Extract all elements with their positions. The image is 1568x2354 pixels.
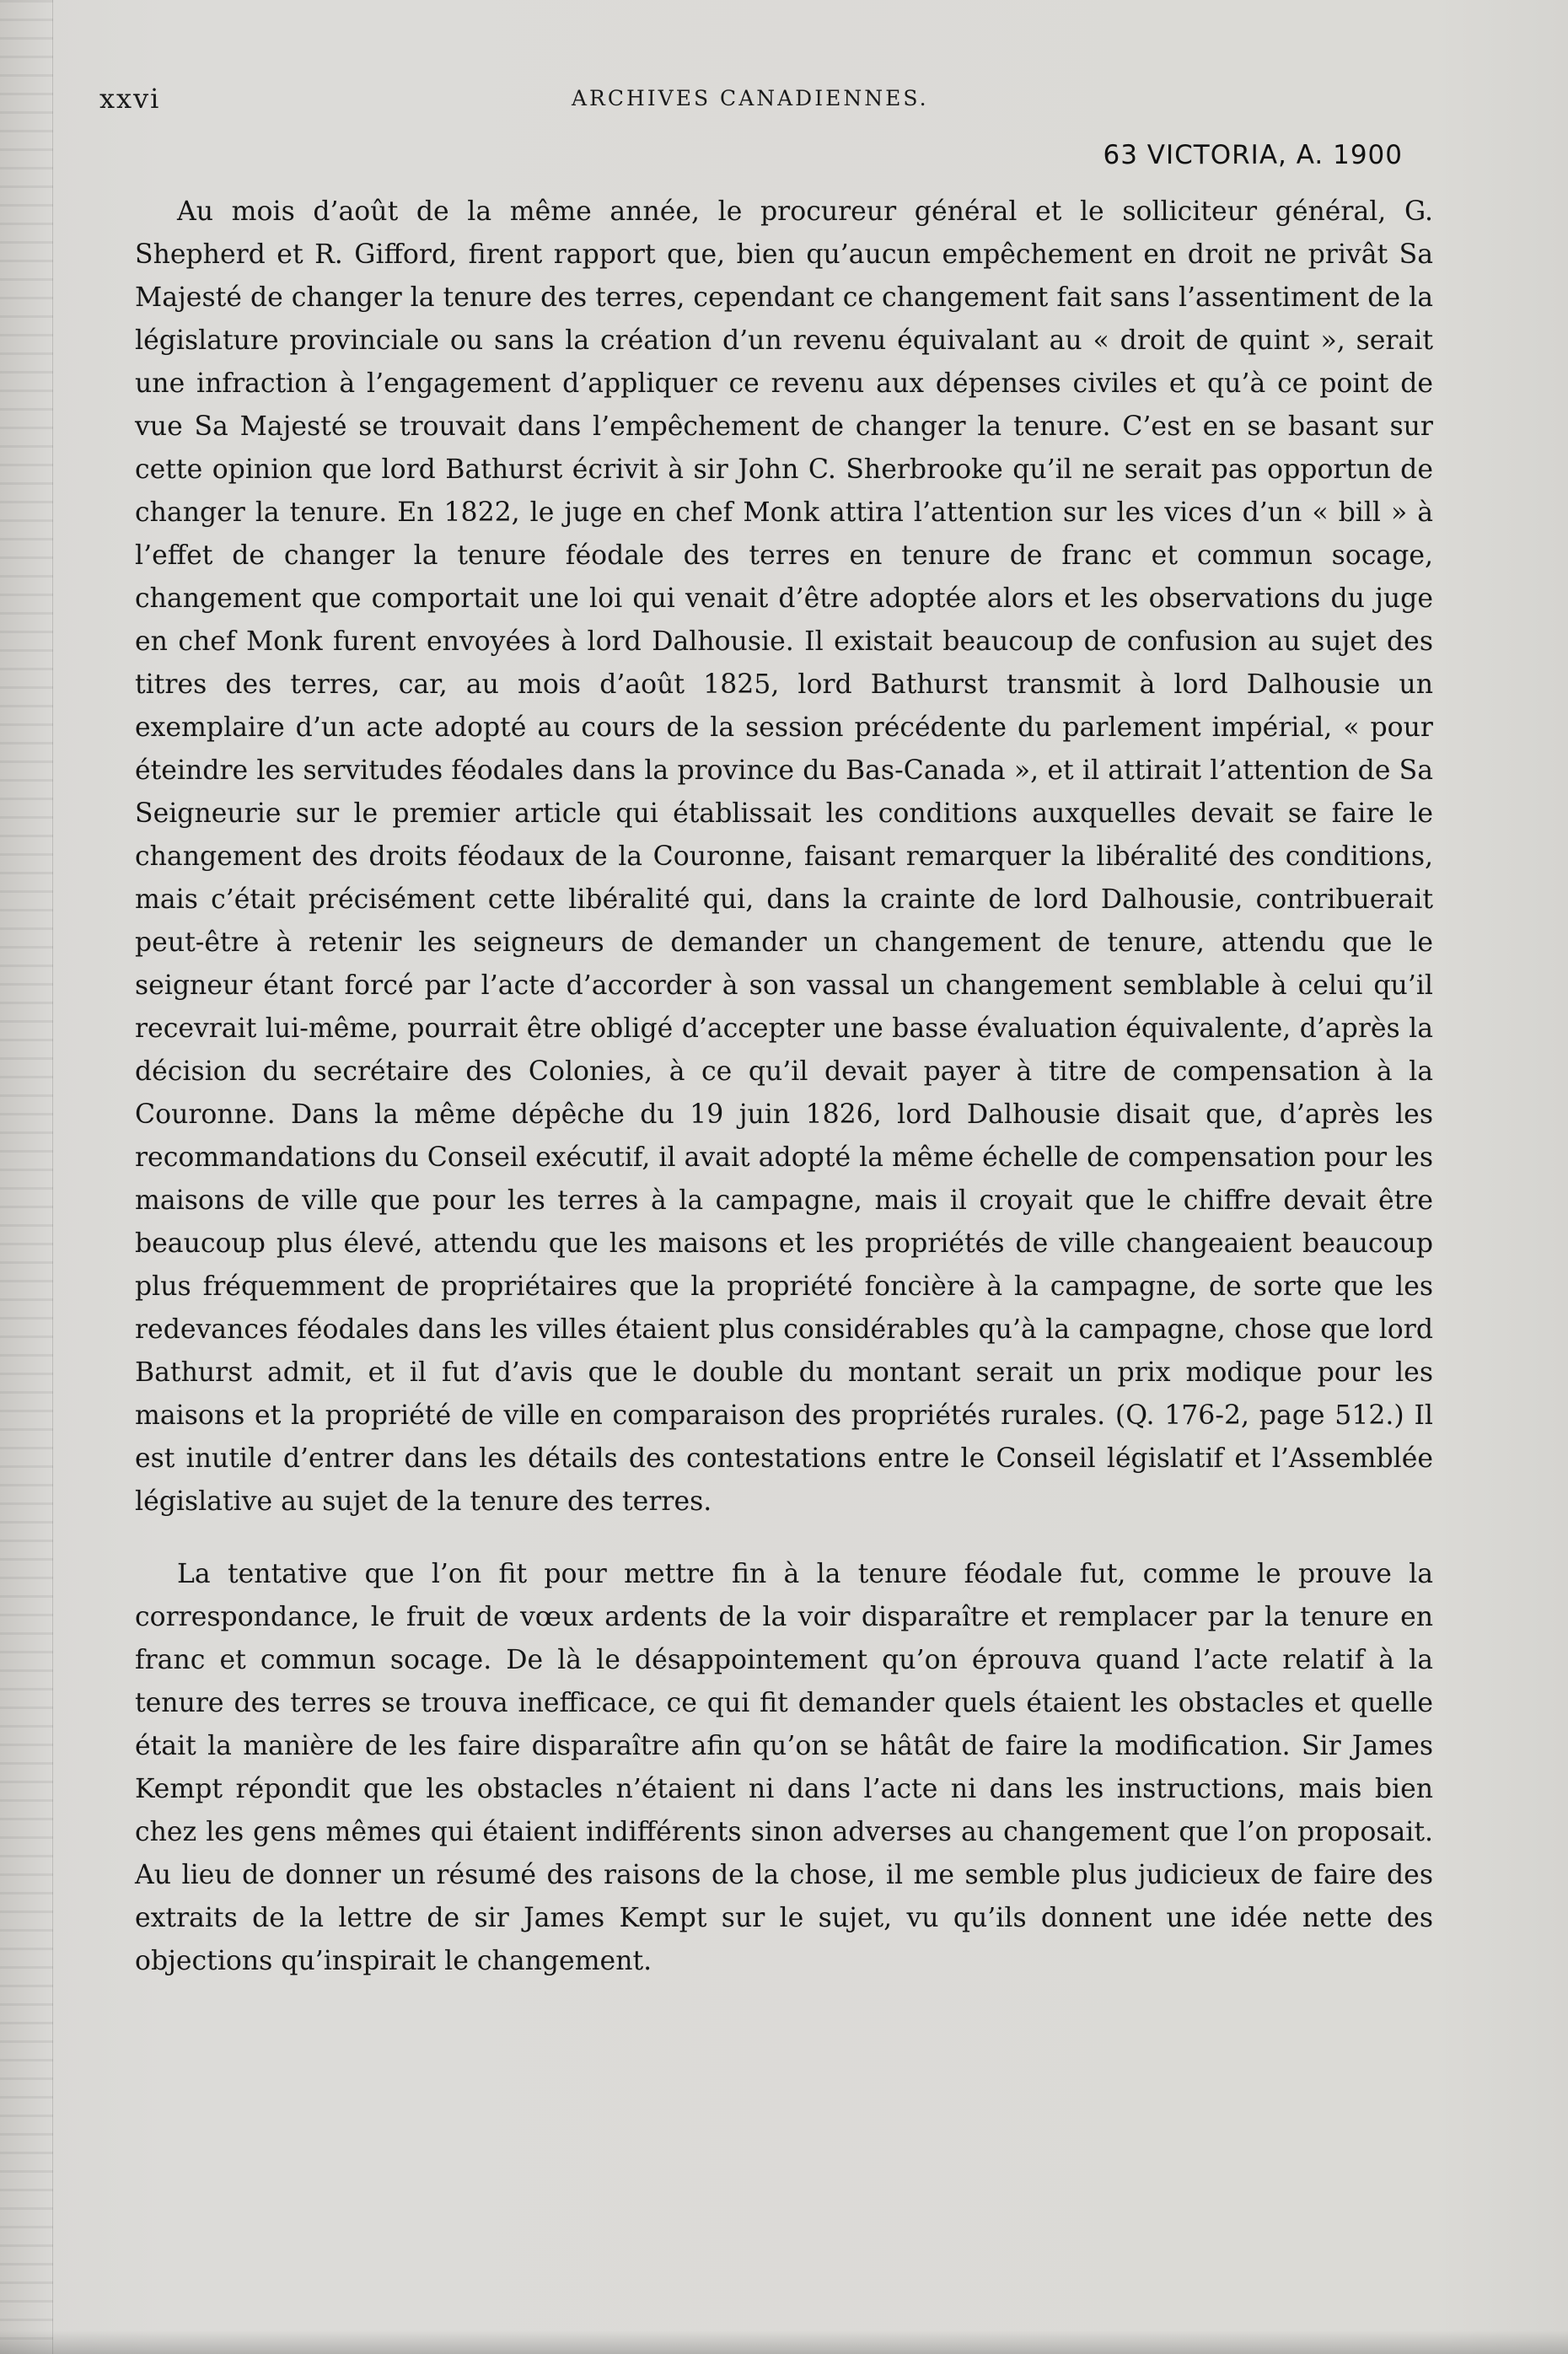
page-bottom-edge	[0, 2330, 1568, 2354]
paragraph-2: La tentative que l’on fit pour mettre fin à la tenure féodale fut, comme le prouve la correspondance, le fruit de vœux ardents de la voir disparaître et remplacer par la tenure en franc et commun socage. De là le désappointement qu’on éprouva quand l’acte relatif à la tenure des terres se trouva inefficace, ce qui fit demander quels étaient les obstacles et quelle était la manière de les faire disparaître afin qu’on se hâtât de faire la modification. Sir James Kempt répondit que les obstacles n’étaient ni dans l’acte ni dans les instructions, mais bien chez les gens mêmes qui étaient indifférents sinon adverses au changement que l’on proposait. Au lieu de donner un résumé des raisons de la chose, il me semble plus judicieux de faire des extraits de la lettre de sir James Kempt sur le sujet, vu qu’ils donnent une idée nette des objections qu’inspirait le changement.	[135, 1559, 1433, 1976]
page-number: xxvi	[99, 83, 161, 115]
binding-edge	[0, 0, 53, 2354]
body-text	[135, 191, 1433, 1983]
running-title: ARCHIVES CANADIENNES.	[572, 86, 929, 110]
session-reference: 63 VICTORIA, A. 1900	[1103, 140, 1403, 170]
paragraph-1: Au mois d’août de la même année, le procureur général et le solliciteur général, G. Shepherd et R. Gifford, firent rapport que, bien qu’aucun empêchement en droit ne privât Sa Majesté de changer la tenure des terres, cependant ce changement fait sans l’assentiment de la législature provinciale ou sans la création d’un revenu équivalant au « droit de quint », serait une infraction à l’engagement d’appliquer ce revenu aux dépenses civiles et qu’à ce point de vue Sa Majesté se trouvait dans l’empêchement de changer la tenure. C’est en se basant sur cette opinion que lord Bathurst écrivit à sir John C. Sherbrooke qu’il ne serait pas opportun de changer la tenure. En 1822, le juge en chef Monk attira l’attention sur les vices d’un « bill » à l’effet de changer la tenure féodale des terres en tenure de franc et commun socage, changement que comportait une loi qui venait d’être adoptée alors et les observations du juge en chef Monk furent envoyées à lord Dalhousie. Il existait beaucoup de confusion au sujet des titres des terres, car, au mois d’août 1825, lord Bathurst transmit à lord Dalhousie un exemplaire d’un acte adopté au cours de la session précédente du parlement impérial, « pour éteindre les servitudes féodales dans la province du Bas-Canada », et il attirait l’attention de Sa Seigneurie sur le premier article qui établissait les conditions auxquelles devait se faire le changement des droits féodaux de la Couronne, faisant remarquer la libéralité des conditions, mais c’était précisément cette libéralité qui, dans la crainte de lord Dalhousie, contribuerait peut-être à retenir les seigneurs de demander un changement de tenure, attendu que le seigneur étant forcé par l’acte d’accorder à son vassal un changement semblable à celui qu’il recevrait lui-même, pourrait être obligé d’accepter une basse évaluation équivalente, d’après la décision du secrétaire des Colonies, à ce qu’il devait payer à titre de compensation à la Couronne. Dans la même dépêche du 19 juin 1826, lord Dalhousie disait que, d’après les recommandations du Conseil exécutif, il avait adopté la même échelle de compensation pour les maisons de ville que pour les terres à la campagne, mais il croyait que le chiffre devait être beaucoup plus élevé, attendu que les maisons et les propriétés de ville changeaient beaucoup plus fréquemment de propriétaires que la propriété foncière à la campagne, de sorte que les redevances féodales dans les villes étaient plus considérables qu’à la campagne, chose que lord Bathurst admit, et il fut d’avis que le double du montant serait un prix modique pour les maisons et la propriété de ville en comparaison des propriétés rurales. (Q. 176-2, page 512.) Il est inutile d’entrer dans les détails des contestations entre le Conseil législatif et l’Assemblée législative au sujet de la tenure des terres.	[135, 196, 1433, 1517]
running-head	[99, 83, 1415, 116]
